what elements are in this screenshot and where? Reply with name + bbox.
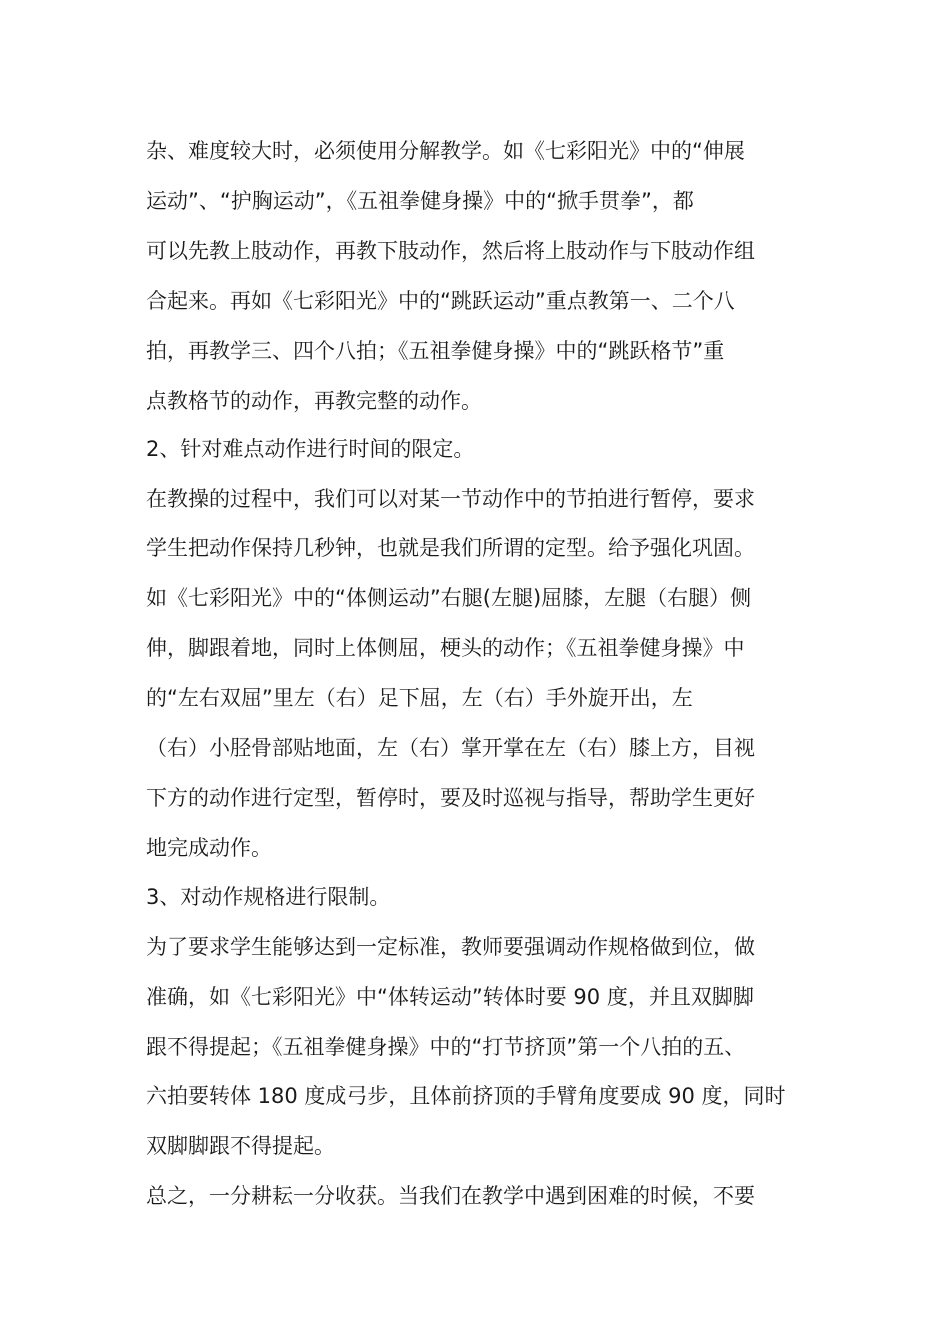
text-line: 可以先教上肢动作，再教下肢动作，然后将上肢动作与下肢动作组 bbox=[146, 239, 755, 263]
text-line: 跟不得提起；《五祖拳健身操》中的“打节挤顶”第一个八拍的五、 bbox=[146, 1035, 746, 1059]
text-line: 的“左右双屈”里左（右）足下屈，左（右）手外旋开出，左 bbox=[146, 686, 693, 710]
text-line: 地完成动作。 bbox=[146, 836, 272, 860]
text-line: 运动”、“护胸运动”，《五祖拳健身操》中的“掀手贯拳”，都 bbox=[146, 189, 694, 213]
text-line: 伸，脚跟着地，同时上体侧屈，梗头的动作；《五祖拳健身操》中 bbox=[146, 636, 745, 660]
text-line: 准确，如《七彩阳光》中“体转运动”转体时要 90 度，并且双脚脚 bbox=[146, 985, 754, 1009]
text-line: 拍，再教学三、四个八拍；《五祖拳健身操》中的“跳跃格节”重 bbox=[146, 339, 725, 363]
section-heading: 3、对动作规格进行限制。 bbox=[146, 885, 391, 909]
section-heading: 2、针对难点动作进行时间的限定。 bbox=[146, 437, 475, 461]
text-line: （右）小胫骨部贴地面，左（右）掌开掌在左（右）膝上方，目视 bbox=[146, 736, 755, 760]
text-line: 如《七彩阳光》中的“体侧运动”右腿(左腿)屈膝，左腿（右腿）侧 bbox=[146, 586, 752, 610]
text-line: 点教格节的动作，再教完整的动作。 bbox=[146, 389, 482, 413]
text-line: 在教操的过程中，我们可以对某一节动作中的节拍进行暂停，要求 bbox=[146, 487, 755, 511]
text-line: 为了要求学生能够达到一定标准，教师要强调动作规格做到位，做 bbox=[146, 935, 755, 959]
text-line: 六拍要转体 180 度成弓步，且体前挤顶的手臂角度要成 90 度，同时 bbox=[146, 1084, 786, 1108]
text-line: 杂、难度较大时，必须使用分解教学。如《七彩阳光》中的“伸展 bbox=[146, 139, 745, 163]
text-line: 下方的动作进行定型，暂停时，要及时巡视与指导，帮助学生更好 bbox=[146, 786, 755, 810]
text-line: 双脚脚跟不得提起。 bbox=[146, 1134, 335, 1158]
text-line: 合起来。再如《七彩阳光》中的“跳跃运动”重点教第一、二个八 bbox=[146, 289, 735, 313]
text-line: 学生把动作保持几秒钟，也就是我们所谓的定型。给予强化巩固。 bbox=[146, 536, 755, 560]
text-line: 总之，一分耕耘一分收获。当我们在教学中遇到困难的时候，不要 bbox=[146, 1184, 755, 1208]
